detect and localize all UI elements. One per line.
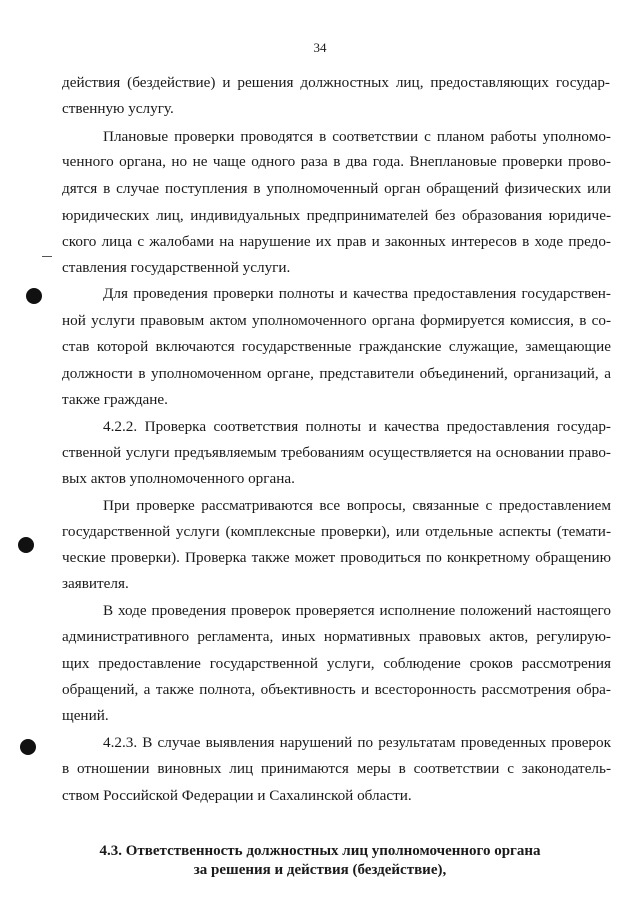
- text-line: заявителя.: [62, 575, 129, 592]
- text-line: При проверке рассматриваются все вопросы, связанные с предоставлением: [103, 497, 611, 514]
- text-line: действия (бездействие) и решения должностных лиц, предоставляющих государ-: [62, 74, 610, 91]
- section-heading-line-1: 4.3. Ответственность должностных лиц уполномоченного органа: [99, 843, 541, 859]
- section-heading-line-2: за решения и действия (бездействие),: [193, 862, 447, 878]
- text-line: щений.: [62, 707, 109, 724]
- text-line: дятся в случае поступления в уполномоченный орган обращений физических или: [62, 180, 611, 197]
- text-line: вых актов уполномоченного органа.: [62, 470, 295, 487]
- text-line: в отношении виновных лиц принимаются меры в соответствии с законодатель-: [62, 760, 611, 777]
- text-line: государственной услуги (комплексные проверки), или отдельные аспекты (темати-: [62, 523, 611, 540]
- text-line: Плановые проверки проводятся в соответствии с планом работы уполномо-: [103, 128, 611, 145]
- text-line: ченного органа, но не чаще одного раза в два года. Внеплановые проверки прово-: [62, 153, 611, 170]
- text-line: ством Российской Федерации и Сахалинской области.: [62, 787, 412, 804]
- punch-hole: [18, 537, 34, 553]
- text-line: ной услуги правовым актом уполномоченного органа формируется комиссия, в со-: [62, 312, 611, 329]
- text-line: юридических лиц, индивидуальных предпринимателей без образования юридиче-: [62, 207, 611, 224]
- punch-hole: [26, 288, 42, 304]
- scan-mark: [42, 256, 52, 257]
- text-line: ческие проверки). Проверка также может проводиться по конкретному обращению: [62, 549, 611, 566]
- text-line: щих предоставление государственной услуги, соблюдение сроков рассмотрения: [62, 655, 611, 672]
- text-line: 4.2.3. В случае выявления нарушений по результатам проведенных проверок: [103, 734, 611, 751]
- text-line: обращений, а также полнота, объективность и всесторонность рассмотрения обра-: [62, 681, 611, 698]
- text-line: В ходе проведения проверок проверяется исполнение положений настоящего: [103, 602, 611, 619]
- text-line: ставления государственной услуги.: [62, 259, 291, 276]
- page-number: 34: [313, 40, 327, 55]
- text-line: 4.2.2. Проверка соответствия полноты и качества предоставления государ-: [103, 418, 611, 435]
- text-line: став которой включаются государственные гражданские служащие, замещающие: [62, 338, 611, 355]
- text-line: административного регламента, иных нормативных правовых актов, регулирую-: [62, 628, 611, 645]
- text-line: должности в уполномоченном органе, представители объединений, организаций, а: [62, 365, 611, 382]
- text-line: Для проведения проверки полноты и качества предоставления государствен-: [103, 285, 611, 302]
- text-line: ственную услугу.: [62, 100, 174, 117]
- punch-hole: [20, 739, 36, 755]
- text-line: ского лица с жалобами на нарушение их прав и законных интересов в ходе предо-: [62, 233, 611, 250]
- text-line: также граждане.: [62, 391, 168, 408]
- text-line: ственной услуги предъявляемым требованиям осуществляется на основании право-: [62, 444, 611, 461]
